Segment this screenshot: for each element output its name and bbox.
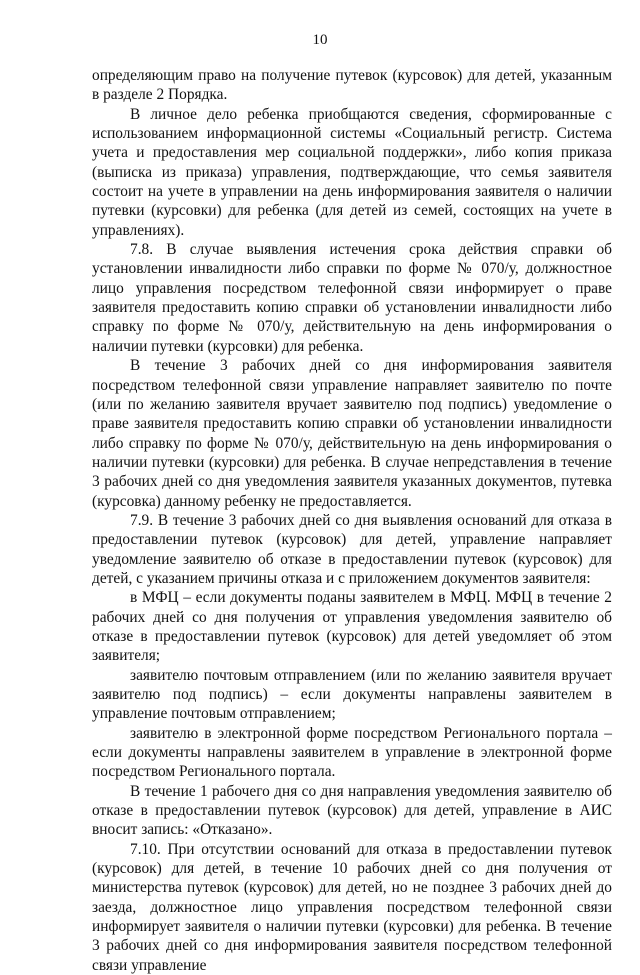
paragraph-continuation: определяющим право на получение путевок (курсовок) для детей, указанным в разделе 2 Порядка. — [92, 67, 612, 104]
paragraph-electronic: заявителю в электронной форме посредством Регионального портала – если документы направлены заявителем в управление в электронной форме посредством Регионального портала. — [92, 724, 612, 781]
paragraph-personal-file: В личное дело ребенка приобщаются сведения, сформированные с использованием информационной системы «Социальный регистр. Система учета и предоставления мер социальной поддержки», либо копия приказа (выписка из приказа) управления, подтверждающие, что семья заявителя состоит на учете в управлении на день информирования заявителя о наличии путевки (курсовки) для ребенка (для детей из семей, состоящих на учете в управлениях). — [92, 105, 612, 239]
paragraph-postal: заявителю почтовым отправлением (или по желанию заявителя вручает заявителю под подпись) – если документы направлены заявителем в управление почтовым отправлением; — [92, 666, 612, 723]
paragraph-ais-record: В течение 1 рабочего дня со дня направления уведомления заявителю об отказе в предоставлении путевок (курсовок) для детей, управление в АИС вносит запись: «Отказано». — [92, 782, 612, 839]
paragraph-7-9: 7.9. В течение 3 рабочих дней со дня выявления оснований для отказа в предоставлении путевок (курсовок) для детей, управление направляет уведомление заявителю об отказе в предоставлении путевок (курсовок) для детей, с указанием причины отказа и с приложением документов заявителя: — [92, 511, 612, 587]
paragraph-7-8: 7.8. В случае выявления истечения срока действия справки об установлении инвалидности либо справки по форме № 070/у, должностное лицо управления посредством телефонной связи информирует о праве заявителя предоставить копию справки об установлении инвалидности либо справку по форме № 070/у, действительную на день информирования о наличии путевки (курсовки) для ребенка. — [92, 241, 612, 355]
paragraph-3-days-notice: В течение 3 рабочих дней со дня информирования заявителя посредством телефонной связи управление направляет заявителю по почте (или по желанию заявителя вручает заявителю под подпись) уведомление о праве заявителя предоставить копию справки об установлении инвалидности либо справку по форме № 070/у, действительную на день информирования о наличии путевки (курсовки) для ребенка. В случае непредставления в течение 3 рабочих дней со дня уведомления заявителя указанных документов, путевка (курсовка) данному ребенку не предоставляется. — [92, 357, 612, 510]
document-body — [92, 66, 612, 975]
page-number: 10 — [312, 32, 328, 48]
paragraph-mfc: в МФЦ – если документы поданы заявителем в МФЦ. МФЦ в течение 2 рабочих дней со дня получения от управления уведомления заявителю об отказе в предоставлении путевок (курсовок) для детей уведомляет об этом заявителя; — [92, 589, 612, 665]
paragraph-7-10: 7.10. При отсутствии оснований для отказа в предоставлении путевок (курсовок) для детей, в течение 10 рабочих дней со дня получения от министерства путевок (курсовок) для детей, но не позднее 3 рабочих дней до заезда, должностное лицо управления посредством телефонной связи информирует заявителя о наличии путевки (курсовки) для ребенка. В течение 3 рабочих дней со дня информирования заявителя посредством телефонной связи управление — [92, 840, 612, 974]
